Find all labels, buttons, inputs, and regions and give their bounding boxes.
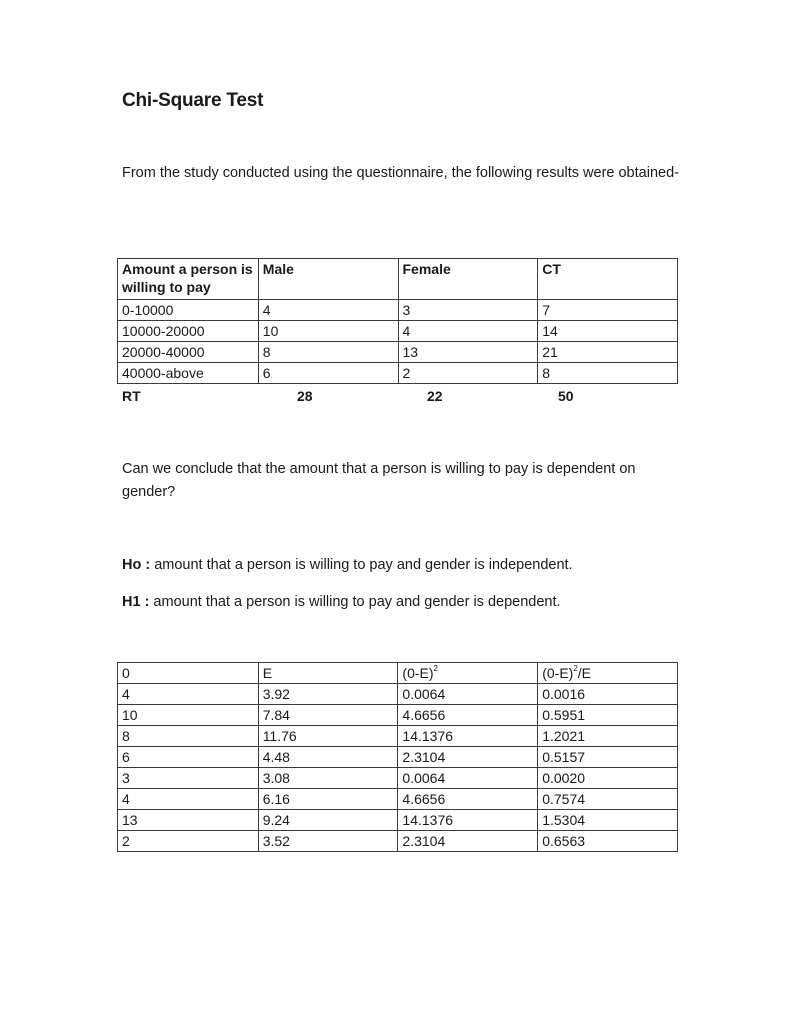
cell-diff-squared: 4.6656: [398, 705, 538, 726]
cell-diff-squared: 0.0064: [398, 684, 538, 705]
cell-male: 10: [258, 321, 398, 342]
cell-observed: 3: [118, 768, 259, 789]
table-row: [118, 684, 678, 705]
alternative-hypothesis: [122, 591, 682, 614]
table-row: [118, 363, 678, 384]
cell-chi-component: 1.5304: [538, 810, 678, 831]
cell-female: 2: [398, 363, 538, 384]
cell-ct: 14: [538, 321, 678, 342]
cell-ct: 21: [538, 342, 678, 363]
cell-female: 4: [398, 321, 538, 342]
table-row: [118, 789, 678, 810]
chi-component-tail: /E: [577, 665, 592, 681]
h1-text: amount that a person is willing to pay and gender is dependent.: [149, 594, 561, 610]
cell-diff-squared: 4.6656: [398, 789, 538, 810]
diff-squared-base: (0-E): [402, 665, 434, 681]
chi-component-exponent: 2: [573, 664, 578, 673]
cell-amount: 20000-40000: [118, 342, 259, 363]
cell-observed: 8: [118, 726, 259, 747]
cell-expected: 3.52: [258, 831, 398, 852]
cell-observed: 13: [118, 810, 259, 831]
cell-amount: 10000-20000: [118, 321, 259, 342]
cell-male: 8: [258, 342, 398, 363]
cell-male: 4: [258, 300, 398, 321]
cell-diff-squared: 14.1376: [398, 810, 538, 831]
cell-expected: 11.76: [258, 726, 398, 747]
cell-expected: 9.24: [258, 810, 398, 831]
diff-squared-exponent: 2: [433, 664, 438, 673]
cell-amount: 40000-above: [118, 363, 259, 384]
question-paragraph: Can we conclude that the amount that a person is willing to pay is dependent on gender?: [122, 461, 636, 500]
total-male: 28: [297, 388, 313, 404]
total-ct: 50: [558, 388, 574, 404]
table-row: [118, 342, 678, 363]
cell-expected: 7.84: [258, 705, 398, 726]
header-ct: CT: [538, 259, 678, 300]
cell-chi-component: 1.2021: [538, 726, 678, 747]
chi-component-base: (0-E): [542, 665, 574, 681]
cell-expected: 4.48: [258, 747, 398, 768]
document-title: Chi-Square Test: [122, 90, 264, 111]
totals-label: RT: [122, 388, 141, 404]
cell-chi-component: 0.5951: [538, 705, 678, 726]
header-observed: 0: [118, 663, 259, 684]
row-totals: [122, 388, 682, 408]
table-row: [118, 768, 678, 789]
cell-diff-squared: 0.0064: [398, 768, 538, 789]
table-row: [118, 705, 678, 726]
cell-chi-component: 0.5157: [538, 747, 678, 768]
total-female: 22: [427, 388, 443, 404]
table-row: [118, 747, 678, 768]
header-amount: Amount a person is willing to pay: [118, 259, 259, 300]
table-row: [118, 810, 678, 831]
contingency-table: [117, 258, 678, 384]
table-row: [118, 726, 678, 747]
cell-chi-component: 0.6563: [538, 831, 678, 852]
cell-chi-component: 0.0016: [538, 684, 678, 705]
cell-diff-squared: 2.3104: [398, 831, 538, 852]
header-male: Male: [258, 259, 398, 300]
header-female: Female: [398, 259, 538, 300]
h1-label: H1 :: [122, 594, 150, 610]
header-diff-squared: [398, 663, 538, 684]
chi-square-calculation-table: [117, 662, 678, 852]
cell-observed: 4: [118, 789, 259, 810]
cell-chi-component: 0.0020: [538, 768, 678, 789]
table-row: [118, 831, 678, 852]
cell-chi-component: 0.7574: [538, 789, 678, 810]
cell-diff-squared: 14.1376: [398, 726, 538, 747]
cell-observed: 4: [118, 684, 259, 705]
intro-paragraph: From the study conducted using the questionnaire, the following results were obtained-: [122, 165, 679, 181]
cell-observed: 2: [118, 831, 259, 852]
table-row: [118, 321, 678, 342]
cell-expected: 3.08: [258, 768, 398, 789]
table-header-row: [118, 663, 678, 684]
cell-female: 13: [398, 342, 538, 363]
cell-male: 6: [258, 363, 398, 384]
cell-ct: 8: [538, 363, 678, 384]
cell-observed: 6: [118, 747, 259, 768]
cell-expected: 6.16: [258, 789, 398, 810]
cell-amount: 0-10000: [118, 300, 259, 321]
h0-label: Ho :: [122, 557, 151, 573]
cell-diff-squared: 2.3104: [398, 747, 538, 768]
cell-female: 3: [398, 300, 538, 321]
cell-ct: 7: [538, 300, 678, 321]
header-expected: E: [258, 663, 398, 684]
table-header-row: [118, 259, 678, 300]
header-chi-component: [538, 663, 678, 684]
cell-expected: 3.92: [258, 684, 398, 705]
table-row: [118, 300, 678, 321]
null-hypothesis: [122, 554, 682, 577]
h0-text: amount that a person is willing to pay and gender is independent.: [150, 557, 573, 573]
cell-observed: 10: [118, 705, 259, 726]
